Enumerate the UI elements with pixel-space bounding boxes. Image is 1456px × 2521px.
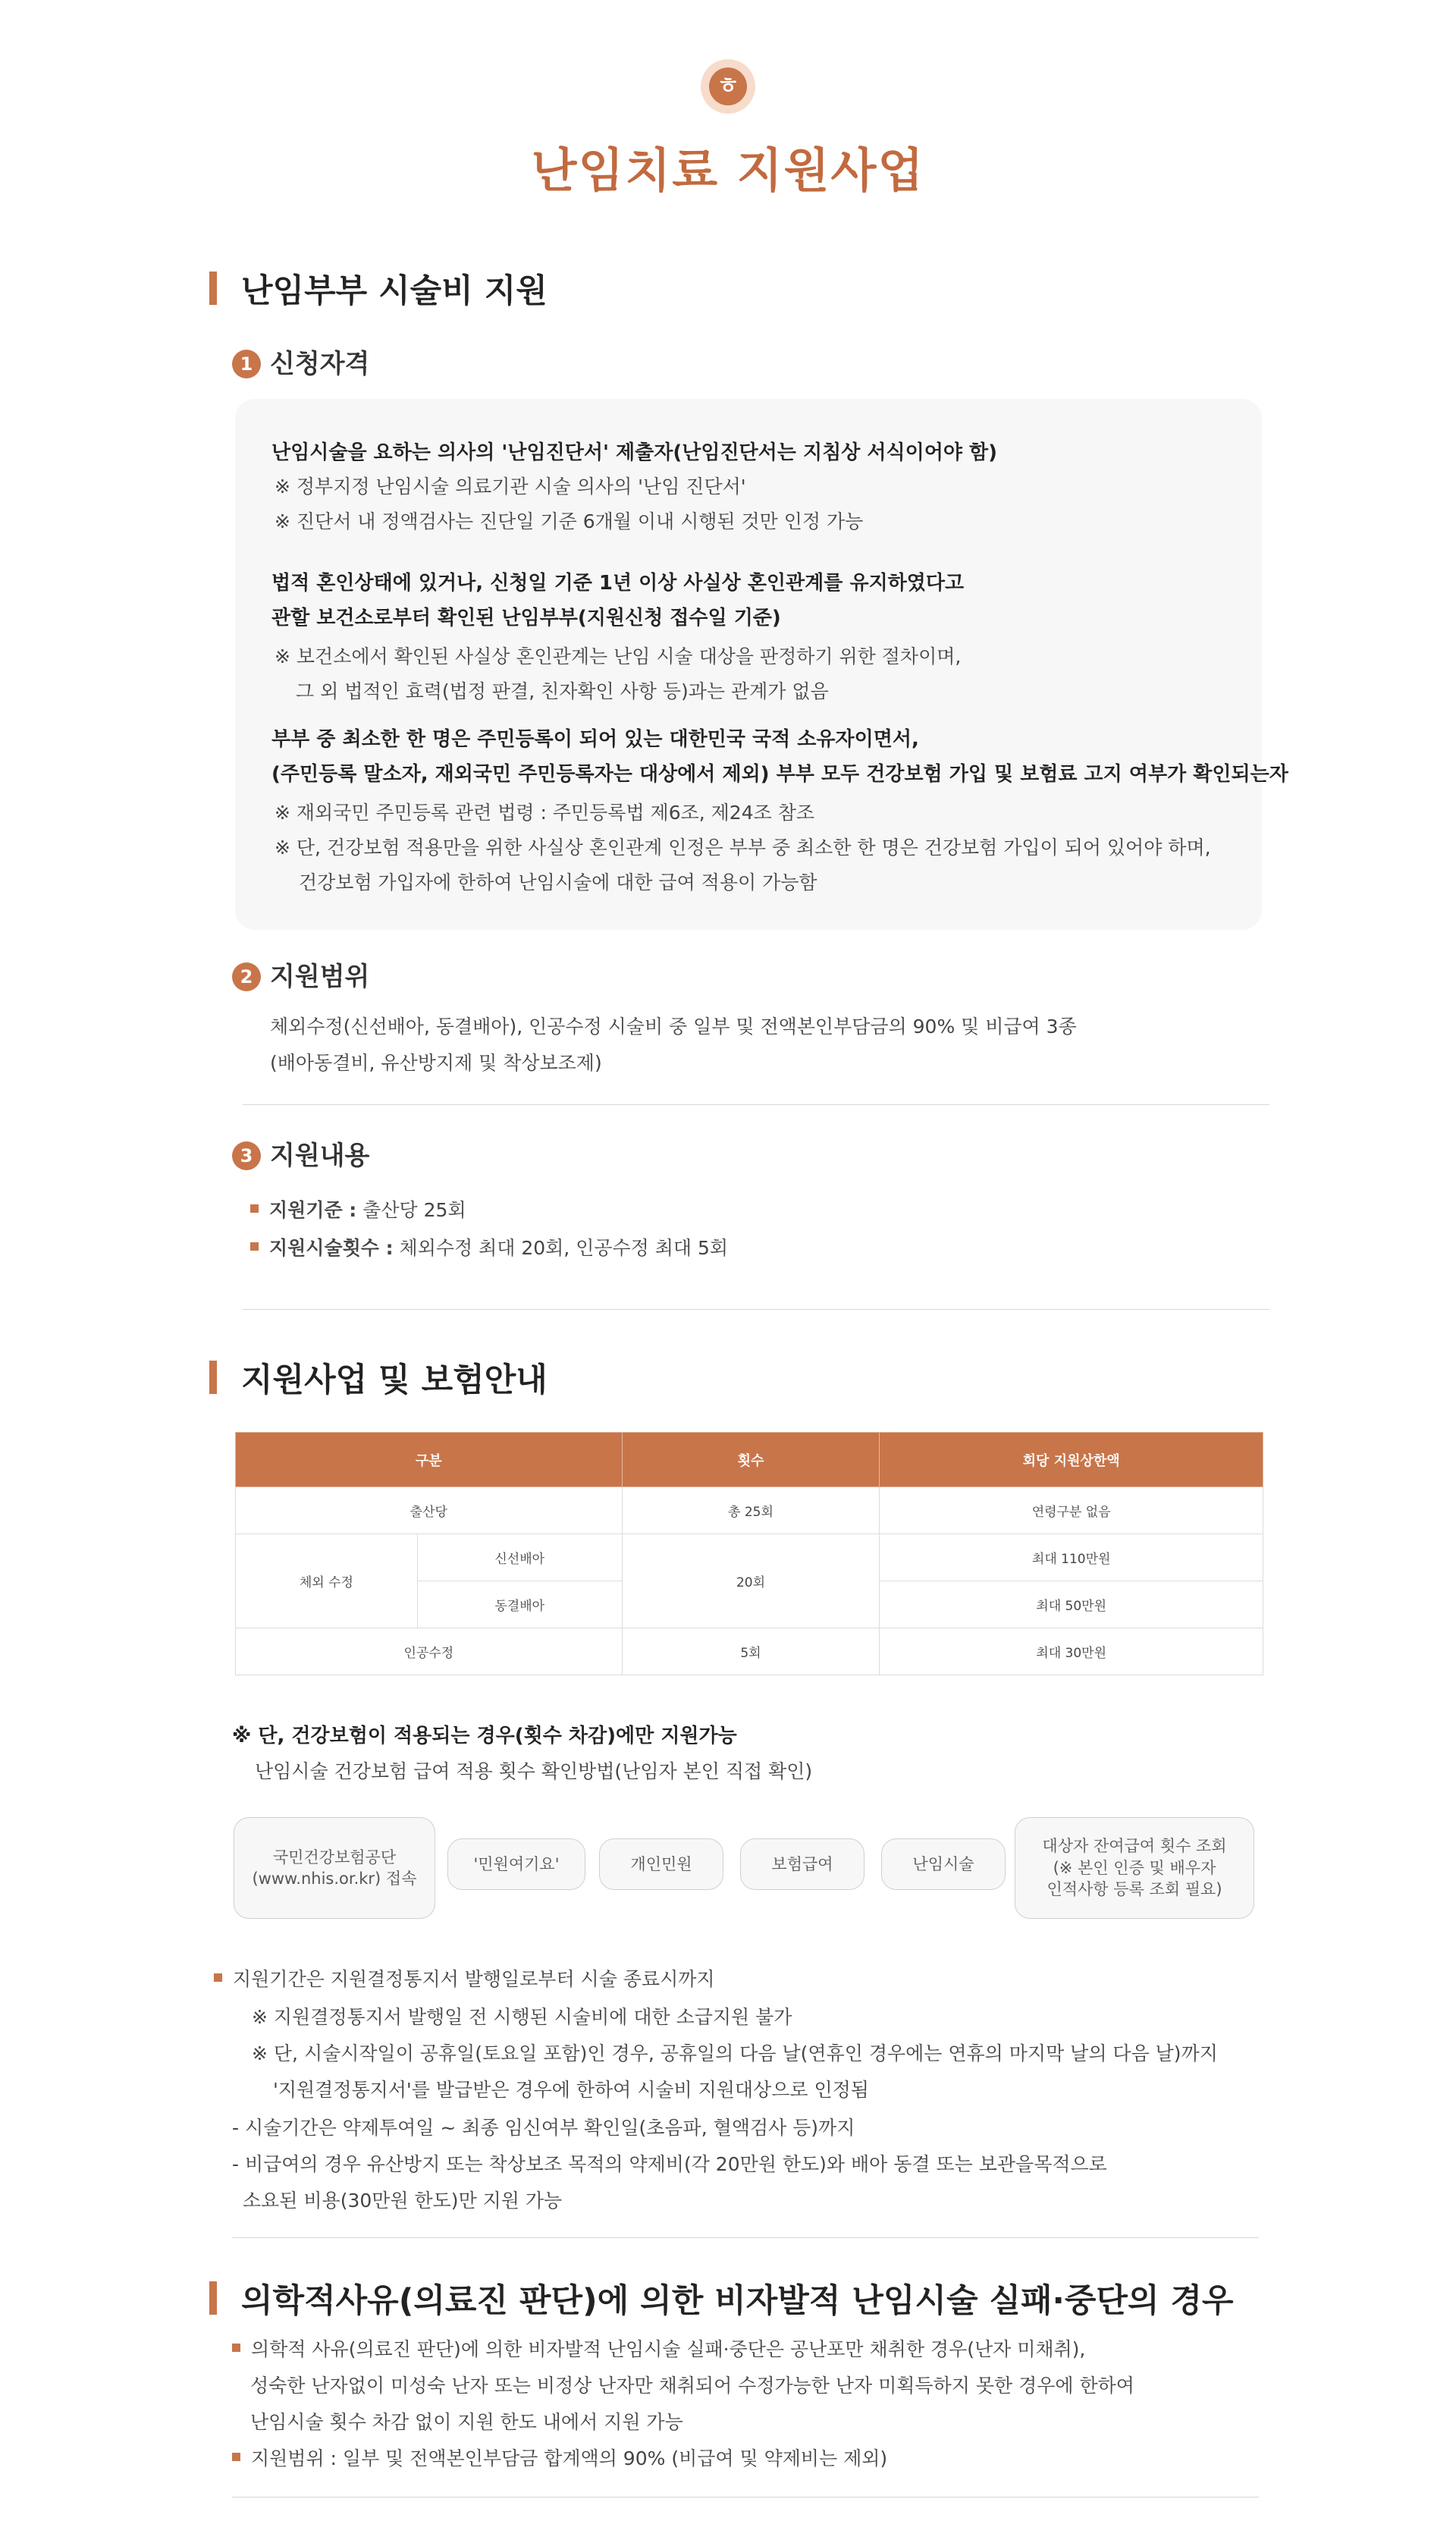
table-cell: 최대 30만원 bbox=[880, 1628, 1263, 1675]
table-cell: 연령구분 없음 bbox=[880, 1487, 1263, 1534]
logo-glyph: ㅎ bbox=[709, 67, 747, 105]
page-title: 난임치료 지원사업 bbox=[531, 143, 925, 198]
table-header: 회당 지원상한액 bbox=[880, 1433, 1263, 1487]
period-line: ※ 단, 시술시작일이 공휴일(토요일 포함)인 경우, 공휴일의 다음 날(연휴인 경우에는 연휴의 마지막 날의 다음 날)까지 bbox=[252, 2042, 1218, 2064]
eligibility-note: 그 외 법적인 효력(법정 판결, 친자확인 사항 등)과는 관계가 없음 bbox=[296, 680, 829, 702]
section-title-treatment-cost: 난임부부 시술비 지원 bbox=[209, 265, 548, 312]
eligibility-note: ※ 단, 건강보험 적용만을 위한 사실상 혼인관계 인정은 부부 중 최소한 한 명은 건강보험 가입이 되어 있어야 하며, bbox=[275, 837, 1211, 859]
scope-line: 체외수정(신선배아, 동결배아), 인공수정 시술비 중 일부 및 전액본인부담금의 90% 및 비급여 3종 bbox=[270, 1016, 1077, 1038]
table-header: 횟수 bbox=[622, 1433, 880, 1487]
period-line: ※ 지원결정통지서 발행일 전 시행된 시술비에 대한 소급지원 불가 bbox=[252, 2006, 792, 2028]
section-bar bbox=[209, 2281, 217, 2315]
section-title-failure: 의학적사유(의료진 판단)에 의한 비자발적 난임시술 실패·중단의 경우 bbox=[209, 2275, 1234, 2322]
section-bar bbox=[209, 1361, 217, 1394]
subhead-eligibility: 1 신청자격 bbox=[232, 343, 369, 380]
square-bullet-icon bbox=[232, 2344, 240, 2352]
eligibility-note: ※ 재외국민 주민등록 관련 법령 : 주민등록법 제6조, 제24조 참조 bbox=[275, 802, 815, 824]
divider bbox=[243, 1309, 1269, 1310]
eligibility-item: 부부 중 최소한 한 명은 주민등록이 되어 있는 대한민국 국적 소유자이면서, bbox=[271, 728, 919, 751]
table-header: 구분 bbox=[236, 1433, 623, 1487]
logo-icon bbox=[701, 59, 755, 114]
table-cell: 최대 50만원 bbox=[880, 1581, 1263, 1628]
square-bullet-icon bbox=[250, 1242, 259, 1251]
table-cell: 신선배아 bbox=[417, 1534, 622, 1581]
failure-line: 성숙한 난자없이 미성숙 난자 또는 비정상 난자만 채취되어 수정가능한 난자 미획득하지 못한 경우에 한하여 bbox=[250, 2375, 1134, 2397]
number-badge: 2 bbox=[232, 962, 261, 991]
section-title-insurance: 지원사업 및 보험안내 bbox=[209, 1355, 548, 1401]
flow-step-minwon: '민원여기요' bbox=[447, 1838, 585, 1890]
square-bullet-icon bbox=[214, 1973, 222, 1982]
content-item: 지원기준 : 출산당 25회 bbox=[250, 1195, 466, 1223]
eligibility-item: (주민등록 말소자, 재외국민 주민등록자는 대상에서 제외) 부부 모두 건강보험 가입 및 보험료 고지 여부가 확인되는자 bbox=[271, 763, 1288, 786]
eligibility-item: 관할 보건소로부터 확인된 난임부부(지원신청 접수일 기준) bbox=[271, 607, 781, 629]
failure-item: 지원범위 : 일부 및 전액본인부담금 합계액의 90% (비급여 및 약제비는 제외) bbox=[232, 2444, 887, 2471]
eligibility-note: 건강보험 가입자에 한하여 난임시술에 대한 급여 적용이 가능함 bbox=[299, 871, 817, 893]
flow-step-benefit: 보험급여 bbox=[740, 1838, 864, 1890]
subhead-content: 3 지원내용 bbox=[232, 1135, 369, 1172]
flow-step-infertility: 난임시술 bbox=[881, 1838, 1006, 1890]
period-line: - 비급여의 경우 유산방지 또는 착상보조 목적의 약제비(각 20만원 한도)와 배아 동결 또는 보관을목적으로 bbox=[232, 2153, 1107, 2175]
period-line: '지원결정통지서'를 발급받은 경우에 한하여 시술비 지원대상으로 인정됨 bbox=[273, 2079, 869, 2101]
number-badge: 1 bbox=[232, 350, 261, 378]
eligibility-note: ※ 진단서 내 정액검사는 진단일 기준 6개월 이내 시행된 것만 인정 가능 bbox=[275, 510, 864, 532]
square-bullet-icon bbox=[250, 1204, 259, 1213]
eligibility-note: ※ 보건소에서 확인된 사실상 혼인관계는 난임 시술 대상을 판정하기 위한 절차이며, bbox=[275, 645, 962, 667]
failure-item: 의학적 사유(의료진 판단)에 의한 비자발적 난임시술 실패·중단은 공난포만 채취한 경우(난자 미채취), bbox=[232, 2334, 1085, 2362]
table-cell: 최대 110만원 bbox=[880, 1534, 1263, 1581]
subhead-scope: 2 지원범위 bbox=[232, 956, 369, 993]
divider bbox=[243, 1104, 1269, 1105]
eligibility-item: 법적 혼인상태에 있거나, 신청일 기준 1년 이상 사실상 혼인관계를 유지하였다고 bbox=[271, 572, 965, 595]
divider bbox=[232, 2237, 1259, 2238]
insurance-note: ※ 단, 건강보험이 적용되는 경우(횟수 차감)에만 지원가능 bbox=[232, 1725, 737, 1747]
number-badge: 3 bbox=[232, 1141, 261, 1170]
flow-step-personal: 개인민원 bbox=[599, 1838, 723, 1890]
table-header-row bbox=[236, 1433, 1263, 1487]
table-cell: 총 25회 bbox=[622, 1487, 880, 1534]
table-cell: 동결배아 bbox=[417, 1581, 622, 1628]
eligibility-item: 난임시술을 요하는 의사의 '난임진단서' 제출자(난임진단서는 지침상 서식이어야 함) bbox=[271, 441, 997, 464]
flow-step-nhis: 국민건강보험공단 (www.nhis.or.kr) 접속 bbox=[234, 1817, 435, 1919]
table-cell: 인공수정 bbox=[236, 1628, 623, 1675]
period-line: - 시술기간은 약제투여일 ~ 최종 임신여부 확인일(초음파, 혈액검사 등)까지 bbox=[232, 2117, 855, 2139]
table-cell: 출산당 bbox=[236, 1487, 623, 1534]
section-bar bbox=[209, 272, 217, 305]
scope-line: (배아동결비, 유산방지제 및 착상보조제) bbox=[270, 1052, 602, 1074]
square-bullet-icon bbox=[232, 2453, 240, 2461]
table-cell: 체외 수정 bbox=[236, 1534, 418, 1628]
flow-step-query: 대상자 잔여급여 횟수 조회 (※ 본인 인증 및 배우자 인적사항 등록 조회 필요) bbox=[1015, 1817, 1254, 1919]
table-row bbox=[236, 1487, 1263, 1534]
table-cell: 5회 bbox=[622, 1628, 880, 1675]
table-row bbox=[236, 1534, 1263, 1581]
table-cell: 20회 bbox=[622, 1534, 880, 1628]
period-line: 소요된 비용(30만원 한도)만 지원 가능 bbox=[243, 2190, 563, 2212]
support-table bbox=[235, 1432, 1263, 1675]
table-row bbox=[236, 1628, 1263, 1675]
content-item: 지원시술횟수 : 체외수정 최대 20회, 인공수정 최대 5회 bbox=[250, 1233, 728, 1260]
check-method: 난임시술 건강보험 급여 적용 횟수 확인방법(난임자 본인 직접 확인) bbox=[255, 1760, 813, 1782]
eligibility-note: ※ 정부지정 난임시술 의료기관 시술 의사의 '난임 진단서' bbox=[275, 476, 746, 498]
failure-line: 난임시술 횟수 차감 없이 지원 한도 내에서 지원 가능 bbox=[250, 2411, 683, 2433]
period-main: 지원기간은 지원결정통지서 발행일로부터 시술 종료시까지 bbox=[214, 1964, 715, 1992]
